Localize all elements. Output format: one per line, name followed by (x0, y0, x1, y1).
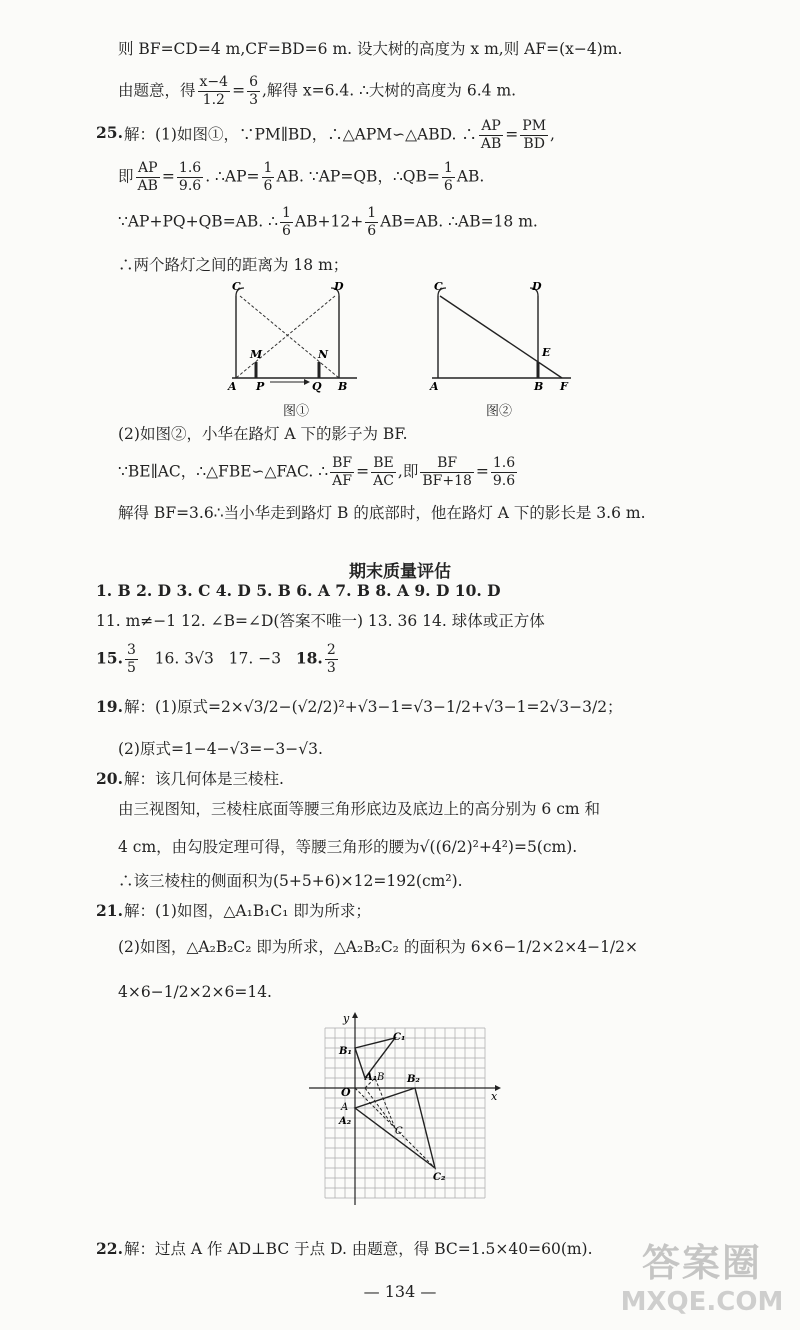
label-B1: B₁ (339, 1046, 352, 1057)
question-number: 19. (96, 697, 123, 716)
text-line: ∴该三棱柱的侧面积为(5+5+6)×12=192(cm²). (118, 872, 463, 890)
label-D: D (334, 280, 344, 293)
text-line: 由三视图知，三棱柱底面等腰三角形底边及底边上的高分别为 6 cm 和 (118, 800, 601, 818)
text-line: 则 BF=CD=4 m,CF=BD=6 m. 设大树的高度为 x m,则 AF=(x−4)m. (118, 40, 623, 58)
label-A: A (228, 380, 237, 393)
figure-2-caption: 图② (486, 404, 513, 419)
label-A: A (341, 1102, 349, 1113)
question-number: 22. (96, 1239, 123, 1258)
question-number: 25. (96, 123, 123, 142)
question-number: 21. (96, 901, 123, 920)
label-P: P (256, 380, 265, 393)
watermark-logo: 答案圈 MXQE.COM (620, 1240, 784, 1317)
text-line: ∵AP+PQ+QB=AB. ∴ $\frac{1}{6}$ AB+12+ $\frac{1}{6}$ AB=AB. ∴AB=18 m. (118, 205, 538, 239)
text-line: 即 $\frac{AP}{AB}$ = $\frac{1.6}{9.6}$ . ∴AP= $\frac{1}{6}$ AB. ∵AP=QB，∴QB= $\frac{1}{6}$ AB. (118, 160, 485, 194)
text-line: 解：(1)原式=2×√3/2−(√2/2)²+√3−1=√3−1/2+√3−1=2√3−3/2； (124, 698, 623, 716)
label-B: B (338, 380, 348, 393)
text-line: ∴两个路灯之间的距离为 18 m； (118, 256, 349, 274)
figure-1-caption: 图① (283, 404, 310, 419)
label-M: M (250, 348, 263, 361)
text-line: 由题意，得 $\frac{x-4}{1.2}$ = $\frac{6}{3}$ ,解得 x=6.4. ∴大树的高度为 6.4 m. (118, 74, 517, 108)
coordinate-grid-figure (305, 1010, 505, 1210)
text-line: 解：该几何体是三棱柱. (124, 770, 284, 788)
fraction: $\frac{6}{3}$ (249, 74, 258, 108)
text-line: 解：过点 A 作 AD⊥BC 于点 D. 由题意，得 BC=1.5×40=60(m). (124, 1240, 593, 1258)
label-D: D (532, 280, 542, 293)
figure-2 (426, 278, 576, 393)
text-line: 解：(1)如图①，∵PM∥BD，∴△APM∽△ABD. ∴ $\frac{AP}{AB}$ = $\frac{PM}{BD}$ , (124, 118, 555, 152)
label-C2: C₂ (433, 1172, 446, 1183)
text-line: (2)如图②，小华在路灯 A 下的影子为 BF. (118, 425, 408, 443)
label-O: O (341, 1086, 351, 1099)
label-E: E (542, 346, 551, 359)
label-A: A (430, 380, 439, 393)
answers-row: 11. m≠−1 12. ∠B=∠D(答案不唯一) 13. 36 14. 球体或正方体 (96, 612, 545, 630)
label-A2: A₂ (339, 1116, 352, 1127)
text-line: (2)如图，△A₂B₂C₂ 即为所求，△A₂B₂C₂ 的面积为 6×6−1/2×2×4−1/2× (118, 938, 639, 956)
answers-row: 1. B 2. D 3. C 4. D 5. B 6. A 7. B 8. A 9. D 10. D (96, 581, 501, 600)
text-line: 解得 BF=3.6∴当小华走到路灯 B 的底部时，他在路灯 A 下的影长是 3.6 m. (118, 504, 646, 522)
figure-1 (222, 278, 362, 393)
text-line: 4×6−1/2×2×6=14. (118, 983, 272, 1001)
label-y: y (343, 1012, 350, 1025)
label-C: C (395, 1126, 403, 1137)
label-C1: C₁ (393, 1032, 406, 1043)
label-F: F (560, 380, 568, 393)
text-line: 4 cm，由勾股定理可得，等腰三角形的腰为√((6/2)²+4²)=5(cm). (118, 838, 578, 856)
label-B2: B₂ (407, 1074, 420, 1085)
label-N: N (318, 348, 329, 361)
label-C: C (232, 280, 241, 293)
label-C: C (434, 280, 443, 293)
label-B: B (377, 1072, 385, 1083)
fraction: $\frac{x-4}{1.2}$ (199, 74, 229, 108)
label-Q: Q (312, 380, 322, 393)
label-B: B (534, 380, 544, 393)
question-number: 20. (96, 769, 123, 788)
answers-row: 15. $\frac{3}{5}$ 16. 3√3 17. −3 18. $\frac{2}{3}$ (96, 642, 336, 676)
label-x: x (491, 1090, 498, 1103)
text-line: (2)原式=1−4−√3=−3−√3. (118, 740, 323, 758)
section-title: 期末质量评估 (349, 562, 451, 582)
text-line: 解：(1)如图，△A₁B₁C₁ 即为所求； (124, 902, 371, 920)
label-A1: A₁ (365, 1072, 378, 1083)
page-number: — 134 — (363, 1282, 437, 1301)
text-line: ∵BE∥AC，∴△FBE∽△FAC. ∴ $\frac{BF}{AF}$ = $\frac{BE}{AC}$ ,即 $\frac{BF}{BF+18}$ = $\frac{1.6}{9.6}$ (118, 455, 516, 489)
